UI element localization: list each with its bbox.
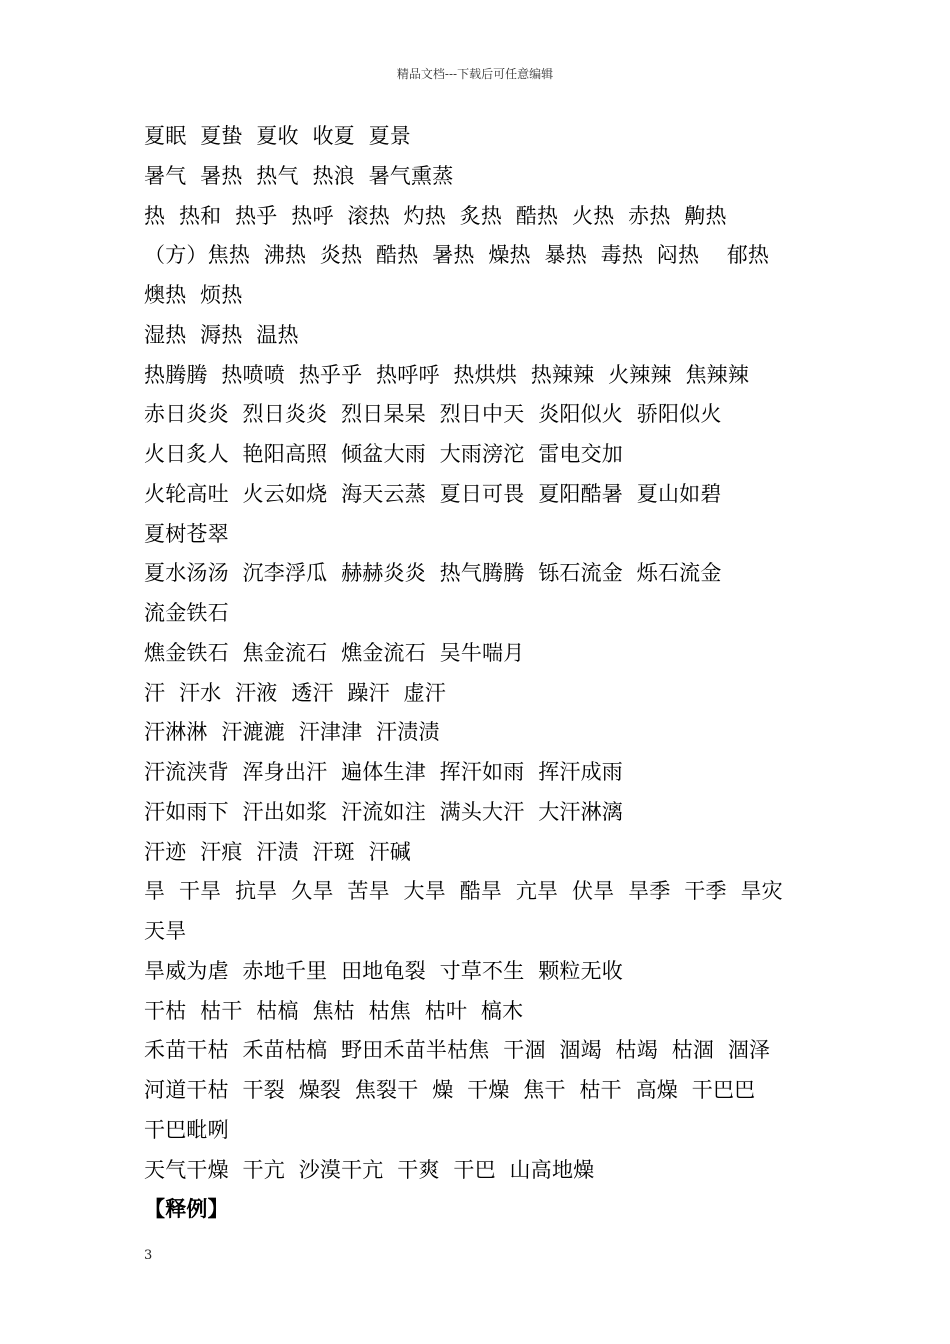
text-line: 旱 干旱 抗旱 久旱 苦旱 大旱 酷旱 亢旱 伏旱 旱季 干季 旱灾	[144, 879, 783, 904]
text-line: 火日炙人 艳阳高照 倾盆大雨 大雨滂沱 雷电交加	[144, 442, 624, 466]
document-body	[144, 117, 844, 1230]
text-line: 干巴毗咧	[144, 1117, 229, 1142]
text-line: 禾苗干枯 禾苗枯槁 野田禾苗半枯焦 干涸 涸竭 枯竭 枯涸 涸泽	[144, 1038, 771, 1063]
text-line: 天气干燥 干亢 沙漠干亢 干爽 干巴 山高地燥	[144, 1157, 595, 1182]
text-line: 暑气 暑热 热气 热浪 暑气熏蒸	[144, 163, 454, 188]
text-line: 夏水汤汤 沉李浮瓜 赫赫炎炎 热气腾腾 铄石流金 烁石流金	[144, 561, 722, 586]
text-line: 夏眠 夏蛰 夏收 收夏 夏景	[144, 124, 412, 148]
section-heading: 【释例】	[144, 1197, 229, 1222]
text-line: 燠热 烦热	[144, 283, 243, 307]
text-line: 夏树苍翠	[144, 521, 229, 546]
text-line: 汗如雨下 汗出如浆 汗流如注 满头大汗 大汗淋漓	[144, 799, 624, 824]
text-line: 汗 汗水 汗液 透汗 躁汗 虚汗	[144, 680, 446, 705]
text-line: 火轮高吐 火云如烧 海天云蒸 夏日可畏 夏阳酷暑 夏山如碧	[144, 481, 722, 506]
page-number: 3	[144, 1248, 153, 1263]
text-line: （方）焦热 沸热 炎热 酷热 暑热 燥热 暴热 毒热 闷热 郁热	[144, 243, 770, 268]
text-line: 流金铁石	[144, 601, 229, 625]
text-line: 燋金铁石 焦金流石 燋金流石 吴牛喘月	[144, 640, 525, 665]
text-line: 汗迹 汗痕 汗渍 汗斑 汗碱	[144, 839, 412, 864]
text-line: 汗流浃背 浑身出汗 遍体生津 挥汗如雨 挥汗成雨	[144, 760, 624, 784]
text-line: 天旱	[144, 919, 187, 943]
page-header: 精品文档---下载后可任意编辑	[396, 67, 554, 81]
text-line: 干枯 枯干 枯槁 焦枯 枯焦 枯叶 槁木	[144, 998, 524, 1023]
text-line: 河道干枯 干裂 燥裂 焦裂干 燥 干燥 焦干 枯干 高燥 干巴巴	[144, 1078, 756, 1102]
text-line: 汗淋淋 汗漉漉 汗津津 汗渍渍	[144, 720, 440, 745]
text-line: 热腾腾 热喷喷 热乎乎 热呼呼 热烘烘 热辣辣 火辣辣 焦辣辣	[144, 362, 750, 387]
text-line: 湿热 溽热 温热	[144, 322, 299, 347]
text-line: 旱威为虐 赤地千里 田地龟裂 寸草不生 颗粒无收	[144, 958, 624, 983]
text-line: 热 热和 热乎 热呼 滚热 灼热 炙热 酷热 火热 赤热 齁热	[144, 203, 727, 228]
text-line: 赤日炎炎 烈日炎炎 烈日杲杲 烈日中天 炎阳似火 骄阳似火	[144, 402, 722, 427]
